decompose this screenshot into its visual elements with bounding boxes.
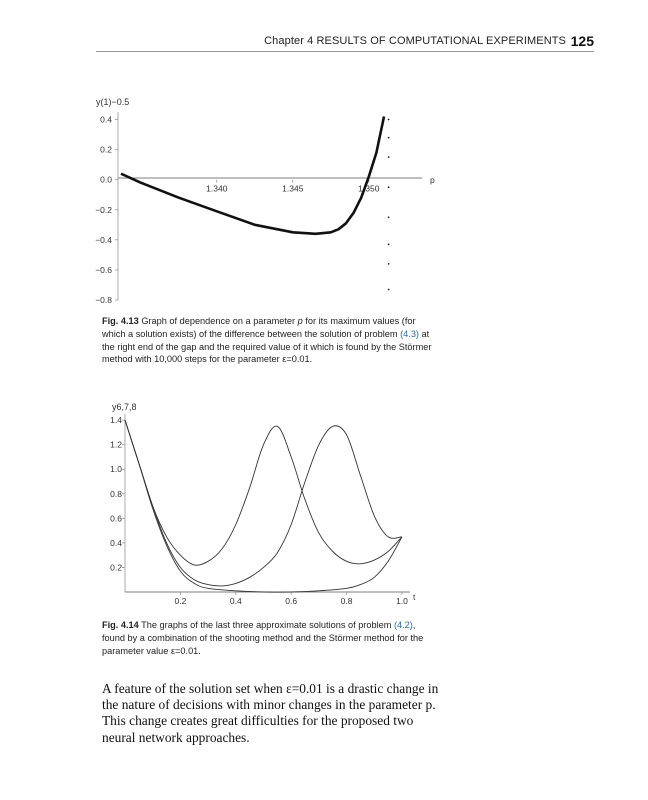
page-number: 125 [570, 33, 594, 49]
fig13-caption-post: at the right end of the gap and the required value of it which is found by the Störmer method with 10,000 steps for the parameter ε=0.01. [102, 328, 432, 365]
fig14-y-axis-label: y6,7,8 [112, 402, 137, 412]
fig14-series-line-y8 [125, 420, 402, 592]
fig13-y-tick-label: −0.4 [95, 234, 112, 245]
equation-link-4-2[interactable]: (4.2) [393, 620, 413, 630]
fig14-x-tick-label: 0.8 [340, 596, 353, 606]
fig13-scatter-point [388, 289, 390, 291]
fig14-series-line-y6 [125, 420, 402, 565]
fig13-caption-pre: Graph of dependence on a parameter [138, 316, 298, 326]
fig14-caption-label: Fig. 4.14 [102, 620, 139, 630]
fig13-scatter-point [388, 156, 390, 158]
fig14-x-tick-label: 0.4 [229, 596, 242, 606]
fig14-y-tick-label: 0.8 [110, 488, 122, 499]
fig14-x-axis-label: t [413, 592, 416, 602]
fig13-x-tick-label: 1.345 [282, 183, 304, 194]
fig13-scatter-point [388, 186, 390, 188]
fig14-caption-post: , found by a combination of the shooting method and the Störmer method for the parameter value ε=0.01. [102, 620, 424, 656]
fig14-caption-pre: The graphs of the last three approximate solutions of problem [138, 620, 394, 630]
fig13-y-tick-label: −0.6 [95, 264, 112, 275]
fig13-series-line [121, 117, 384, 234]
fig13-caption-mid: for its maximum values (for which a solution exists) of the difference between the solution of problem [102, 316, 416, 339]
fig13-scatter-point [388, 244, 390, 246]
fig13-scatter-point [388, 263, 390, 265]
fig14-y-tick-label: 0.4 [110, 537, 122, 548]
fig13-y-tick-label: −0.8 [95, 295, 112, 305]
fig13-caption-p: p [297, 316, 303, 326]
fig14-y-tick-label: 0.2 [110, 562, 122, 573]
fig14-x-tick-label: 0.6 [285, 596, 298, 606]
fig13-scatter-point [388, 137, 390, 139]
figure-4-14-caption [102, 619, 440, 657]
chapter-title: Chapter 4 RESULTS OF COMPUTATIONAL EXPERIMENTS [264, 35, 566, 47]
fig13-y-tick-label: −0.2 [95, 204, 112, 215]
running-header [96, 33, 594, 52]
fig13-caption-label: Fig. 4.13 [102, 316, 139, 326]
figure-4-13-caption [102, 315, 440, 366]
fig13-y-tick-label: 0.2 [100, 144, 112, 155]
fig13-scatter-point [388, 216, 390, 218]
fig13-x-axis-label: p [430, 175, 435, 185]
fig13-x-tick-label: 1.350 [358, 183, 380, 194]
fig14-x-tick-label: 1.0 [396, 596, 408, 606]
fig14-series-line-y7 [125, 420, 402, 586]
fig14-y-tick-label: 0.6 [110, 513, 122, 524]
fig13-y-tick-label: 0.0 [100, 174, 112, 185]
equation-link-4-3[interactable]: (4.3) [400, 328, 419, 339]
fig14-y-tick-label: 1.2 [110, 439, 122, 450]
fig14-y-tick-label: 1.0 [110, 464, 122, 475]
fig14-y-tick-label: 1.4 [110, 415, 122, 426]
fig13-scatter-point [388, 119, 390, 121]
body-paragraph: A feature of the solution set when ε=0.01 is a drastic change in the nature of decisions with minor changes in the parameter p. This change creates great difficulties for the proposed two neural network approaches. [102, 681, 439, 745]
fig13-y-tick-label: 0.4 [100, 114, 112, 125]
fig13-x-tick-label: 1.340 [206, 183, 228, 194]
fig13-y-axis-label: y(1)−0.5 [96, 97, 130, 107]
fig14-x-tick-label: 0.2 [174, 596, 187, 606]
